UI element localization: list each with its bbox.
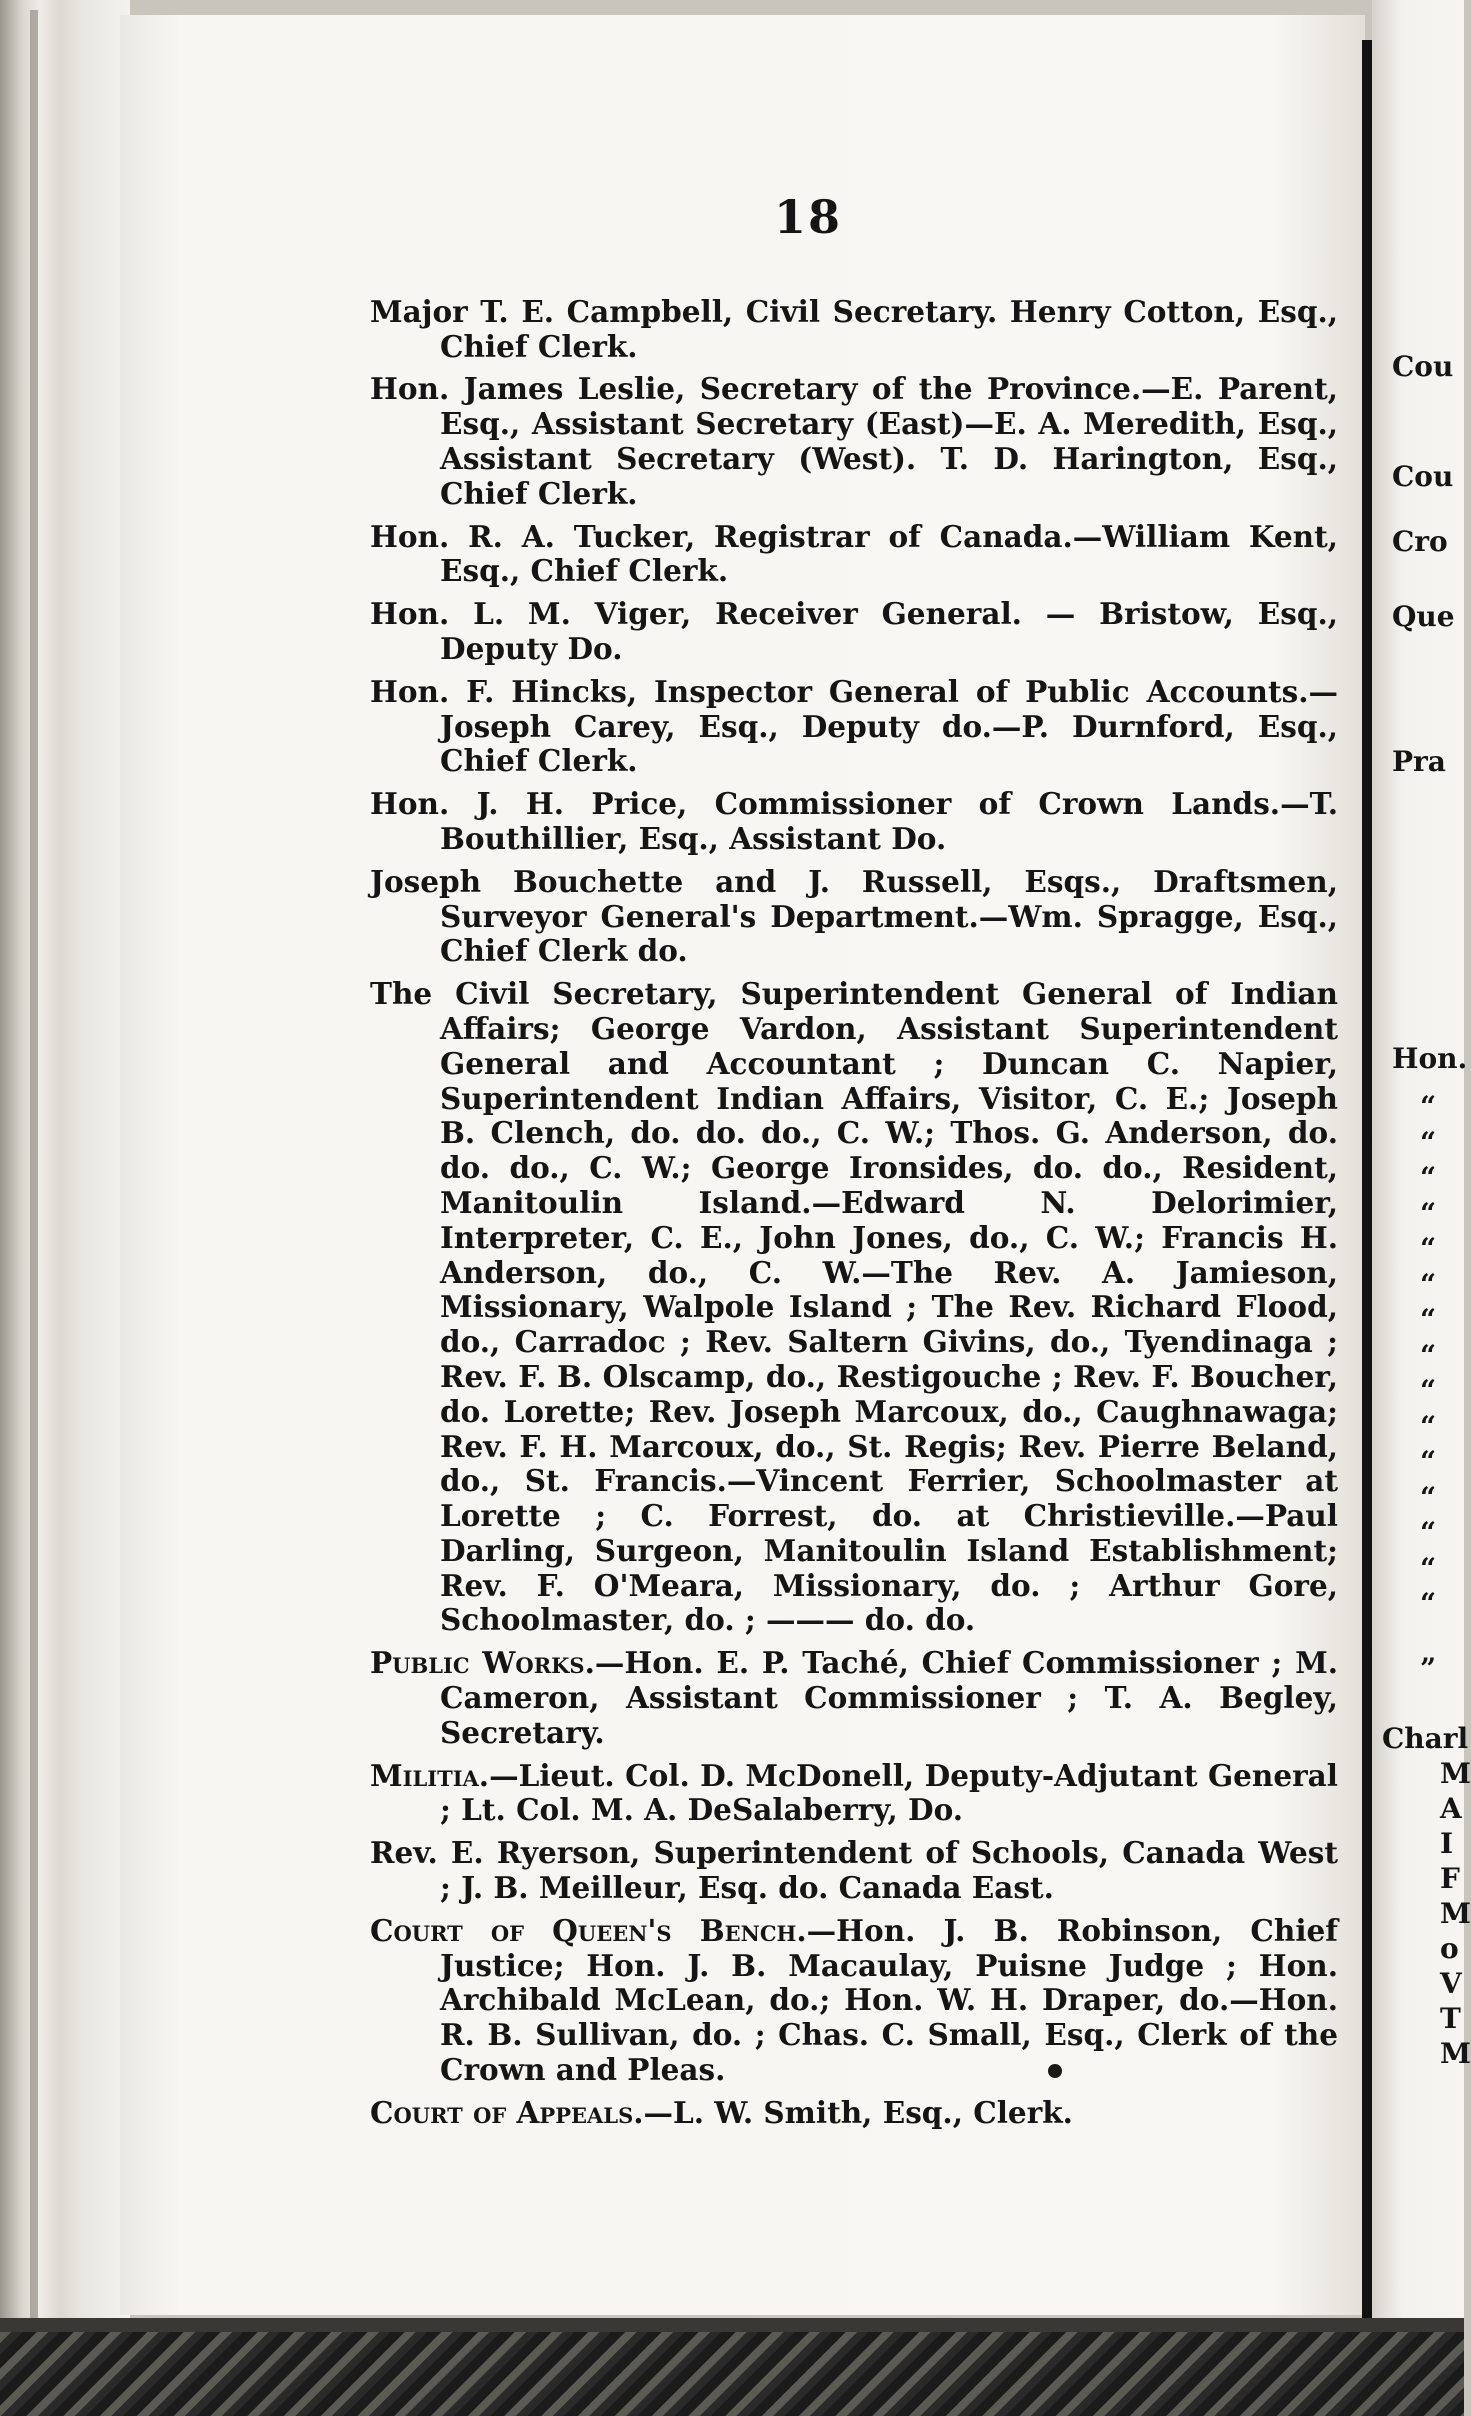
margin-ditto: “ — [1420, 1516, 1437, 1549]
margin-cro: Cro — [1392, 525, 1448, 558]
page-content — [370, 190, 1339, 2139]
entry — [370, 865, 1338, 969]
entry — [370, 597, 1338, 667]
entry-lead: The — [370, 976, 433, 1012]
margin-ditto: “ — [1420, 1125, 1437, 1159]
margin-ditto: “ — [1420, 1267, 1437, 1301]
entry-text: —Hon. E. P. Taché, Chief Commissioner ; M. Cameron, Assistant Commissioner ; T. A. Begley, Secretary. — [440, 1645, 1338, 1750]
margin-letter: M — [1440, 1757, 1471, 1790]
entry-lead: Hon. — [370, 673, 450, 709]
margin-ditto: “ — [1420, 1303, 1437, 1336]
entry — [370, 372, 1338, 511]
entry-text: E. Ryerson, Superintendent of Schools, Canada West ; J. B. Meilleur, Esq. do. Canada East. — [437, 1835, 1338, 1906]
entry-text: —L. W. Smith, Esq., Clerk. — [643, 2094, 1073, 2130]
entry — [370, 1836, 1338, 1906]
book-binding-strip — [0, 2318, 1464, 2416]
entry — [370, 787, 1338, 857]
entry-lead: Major — [370, 293, 468, 329]
entry-lead: Hon. — [370, 786, 450, 822]
entry-lead: Court of Queen's Bench. — [370, 1912, 807, 1948]
entry — [370, 675, 1338, 779]
entry-lead: Hon. — [370, 371, 450, 407]
entry-text: R. A. Tucker, Registrar of Canada.—William Kent, Esq., Chief Clerk. — [440, 518, 1338, 589]
entry — [370, 1646, 1338, 1750]
margin-letter: T — [1440, 2002, 1461, 2035]
book-spine — [1362, 40, 1372, 2340]
entry-lead: Joseph — [370, 863, 482, 899]
entry-lead: Hon. — [370, 518, 450, 554]
entry-lead: Public Works. — [370, 1645, 595, 1681]
margin-ditto: “ — [1420, 1196, 1437, 1230]
margin-letter: o — [1440, 1932, 1459, 1965]
entry — [370, 977, 1338, 1638]
margin-cou-2: Cou — [1392, 460, 1454, 493]
margin-ditto: “ — [1420, 1232, 1437, 1265]
margin-charl: Charl — [1382, 1722, 1469, 1755]
ink-dot — [1048, 2064, 1062, 2078]
margin-ditto: “ — [1420, 1587, 1437, 1620]
entry-lead: Hon. — [370, 596, 450, 632]
margin-pra: Pra — [1392, 745, 1446, 778]
margin-letter: M — [1440, 1897, 1471, 1930]
margin-ditto-close: ” — [1420, 1652, 1437, 1685]
entry-text: F. Hincks, Inspector General of Public Accounts.— Joseph Carey, Esq., Deputy do.—P. Durnford, Esq., Chief Clerk. — [440, 673, 1338, 779]
entry — [370, 1759, 1338, 1829]
page-number: 18 — [773, 190, 842, 244]
entry — [370, 520, 1338, 590]
margin-letter: A — [1440, 1792, 1462, 1825]
entry-text: Civil Secretary, Superintendent General of Indian Affairs; George Vardon, Assistant Superintendent General and Accountant ; Duncan C. Napier, Superintendent Indian Affairs, Visitor, C. E.; Joseph B. Clench, do. do. do., C. W.; Thos. G. Anderson, do. do. do., C. W.; George Ironsides, do. do., Resident, Manitoulin Island.—Edward N. Delorimier, Interpreter, C. E., John Jones, do., C. W.; Francis H. Anderson, do., C. W.—The Rev. A. Jamieson, Missionary, Walpole Island ; The Rev. Richard Flood, do., Carradoc ; Rev. Saltern Givins, do., Tyendinaga ; Rev. F. B. Olscamp, do., Restigouche ; Rev. F. Boucher, do. Lorette; Rev. Joseph Marcoux, do., Caughnawaga; Rev. F. H. Marcoux, do., St. Regis; Rev. Pierre Beland, do., St. Francis.—Vincent Ferrier, Schoolmaster at Lorette ; C. Forrest, do. at Christieville.—Paul Darling, Surgeon, Manitoulin Island Establishment; Rev. F. O'Meara, Missionary, do. ; Arthur Gore, Schoolmaster, do. ; ——— do. do. — [432, 976, 1338, 1638]
margin-que: Que — [1392, 600, 1455, 633]
margin-letter: V — [1440, 1967, 1462, 2000]
margin-ditto: “ — [1420, 1445, 1437, 1478]
left-page-edges — [0, 0, 130, 2416]
margin-ditto: “ — [1420, 1409, 1437, 1443]
entry-text: T. E. Campbell, Civil Secretary. Henry Cotton, Esq., Chief Clerk. — [440, 293, 1338, 364]
entry-text: L. M. Viger, Receiver General. — Bristow, Esq., Deputy Do. — [440, 596, 1338, 666]
entry-text: —Hon. J. B. Robinson, Chief Justice; Hon. J. B. Macaulay, Puisne Judge ; Hon. Archibald McLean, do.; Hon. W. H. Draper, do.—Hon. R. B. Sullivan, do. ; Chas. C. Small, Esq., Clerk of the Crown and Pleas. — [440, 1912, 1339, 2088]
entry-text: James Leslie, Secretary of the Province.—E. Parent, Esq., Assistant Secretary (East)—E. A. Meredith, Esq., Assistant Secretary (West). T. D. Harington, Esq., Chief Clerk. — [440, 371, 1338, 511]
entries-list — [370, 295, 1338, 2131]
margin-ditto: “ — [1420, 1551, 1437, 1585]
entry-text: Bouchette and J. Russell, Esqs., Draftsmen, Surveyor General's Department.—Wm. Spragge, Esq., Chief Clerk do. — [440, 863, 1338, 969]
entry-lead: Rev. — [370, 1835, 438, 1871]
margin-ditto: “ — [1420, 1161, 1437, 1194]
margin-letter: F — [1440, 1862, 1460, 1895]
margin-ditto: “ — [1420, 1374, 1437, 1407]
entry — [370, 1914, 1338, 2088]
book-binding-shadow — [0, 2318, 1464, 2332]
entry-text: J. H. Price, Commissioner of Crown Lands.—T. Bouthillier, Esq., Assistant Do. — [440, 786, 1338, 856]
entry — [370, 2096, 1338, 2131]
margin-ditto: “ — [1420, 1480, 1437, 1514]
margin-hon: Hon. — [1392, 1042, 1468, 1075]
margin-letter: M — [1440, 2037, 1471, 2070]
page-stack-edge — [30, 10, 38, 2320]
margin-ditto: “ — [1420, 1090, 1437, 1123]
margin-letter: I — [1440, 1827, 1454, 1860]
entry-lead: Militia. — [370, 1757, 490, 1793]
entry-text: —Lieut. Col. D. McDonell, Deputy-Adjutant General ; Lt. Col. M. A. DeSalaberry, Do. — [440, 1757, 1338, 1828]
margin-cou-1: Cou — [1392, 350, 1454, 383]
margin-ditto: “ — [1420, 1338, 1437, 1372]
entry-lead: Court of Appeals. — [370, 2094, 644, 2130]
entry — [370, 295, 1338, 365]
